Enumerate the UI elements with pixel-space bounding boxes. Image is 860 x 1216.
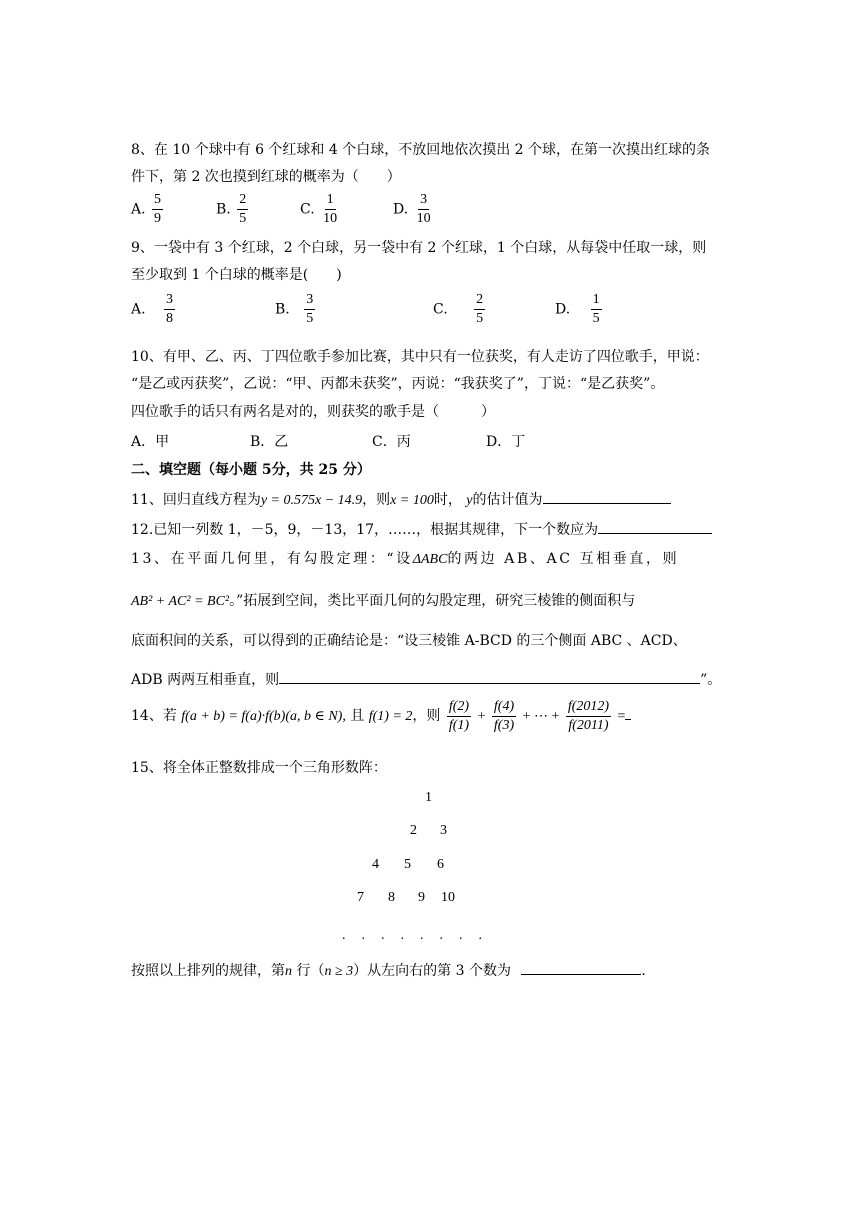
q13-pythagoras: AB² + AC² = BC²: [131, 594, 230, 609]
triangle-cell: 2: [410, 823, 417, 838]
q11-answer-blank: [543, 487, 671, 504]
q14-frac-1: $\frac{f(2)}{f(1)}$: [448, 698, 470, 733]
triangle-cell: 8: [388, 890, 395, 905]
triangle-cell: 10: [441, 890, 455, 905]
q9-line2: 至少取到 1 个白球的概率是( ): [131, 267, 342, 283]
q14-answer-blank: [625, 703, 631, 720]
q9-option-a: A. $\frac{3}{8}$: [131, 292, 174, 326]
q10-option-c: C．丙: [372, 434, 411, 450]
q10-option-d: D．丁: [486, 434, 526, 450]
triangle-cell: 5: [404, 857, 411, 872]
triangle-cell: 4: [372, 857, 379, 872]
q13-line4: ADB 两两互相垂直，则 ”。: [131, 667, 721, 690]
q13-line1: 13、在平面几何里，有勾股定理：“设ΔABC的两边 AB、AC 互相垂直，则: [131, 551, 680, 567]
q12-line: 12.已知一列数 1，－5，9，－13，17，……，根据其规律，下一个数应为: [131, 517, 712, 540]
section-heading: 二、填空题（每小题 5分，共 25 分）: [131, 462, 371, 478]
q14-frac-2: $\frac{f(4)}{f(3)}$: [493, 698, 515, 733]
q13-line2: AB² + AC² = BC²。”拓展到空间，类比平面几何的勾股定理，研究三棱锥的侧面积与: [131, 593, 636, 609]
q11-line: 11、回归直线方程为y = 0.575x − 14.9，则x = 100时， y的估计值为: [131, 487, 671, 511]
q8-option-a: A. $\frac{5}{9}$: [131, 192, 162, 226]
q9-option-b: B. $\frac{3}{5}$: [275, 292, 314, 326]
q10-line2: “是乙或丙获奖”，乙说：“甲、丙都未获奖”，丙说：“我获奖了”，丁说：“是乙获奖”。: [131, 376, 665, 392]
q10-option-a: A．甲: [131, 434, 170, 450]
triangle-cell: 9: [418, 890, 425, 905]
triangle-cell: 1: [425, 790, 432, 805]
triangle-cell: 3: [440, 823, 447, 838]
q15-intro: 15、将全体正整数排成一个三角形数阵：: [131, 760, 387, 776]
q9-option-d: D. $\frac{1}{5}$: [555, 292, 600, 326]
q14-frac-3: $\frac{f(2012)}{f(2011)}$: [567, 698, 610, 733]
q13-line3: 底面积间的关系，可以得到的正确结论是：“设三棱锥 A-BCD 的三个侧面 ABC 、ACD、: [131, 633, 687, 649]
q8-option-d: D. $\frac{3}{10}$: [393, 192, 431, 226]
triangle-cell: 6: [437, 857, 444, 872]
q8-line1: 8、在 10 个球中有 6 个红球和 4 个白球，不放回地依次摸出 2 个球，在第一次摸出红球的条: [131, 142, 711, 158]
triangle-cell: 7: [357, 890, 364, 905]
q12-answer-blank: [598, 517, 712, 534]
q9-option-c: C. $\frac{2}{5}$: [433, 292, 484, 326]
q8-option-b: B. $\frac{2}{5}$: [216, 192, 247, 226]
q8-line2: 件下，第 2 次也摸到红球的概率为（ ）: [131, 169, 401, 185]
q14-line: 14、若 f(a + b) = f(a)·f(b)(a, b ∈ N), 且 f(1) = 2，则 $\frac{f(2)}{f(1)}$ + $\frac{f(4)}{f(3)}$ + ⋯ + $\frac{f(2012)}{f(2011)}$ =: [131, 695, 631, 738]
q15-answer-blank: [521, 958, 641, 975]
q10-line3: 四位歌手的话只有两名是对的，则获奖的歌手是（ ）: [131, 404, 495, 420]
q10-option-b: B．乙: [250, 434, 289, 450]
q13-answer-blank: [279, 667, 700, 684]
q9-line1: 9、一袋中有 3 个红球，2 个白球，另一袋中有 2 个红球，1 个白球，从每袋中任取一球，则: [131, 240, 707, 256]
q10-line1: 10、有甲、乙、丙、丁四位歌手参加比赛，其中只有一位获奖，有人走访了四位歌手，甲说：: [131, 349, 709, 365]
q8-option-c: C. $\frac{1}{10}$: [300, 192, 338, 226]
triangle-continuation-dots: . . . . . . . .: [342, 928, 483, 943]
q15-last-line: 按照以上排列的规律，第n 行（n ≥ 3）从左向右的第 3 个数为 .: [131, 958, 646, 982]
